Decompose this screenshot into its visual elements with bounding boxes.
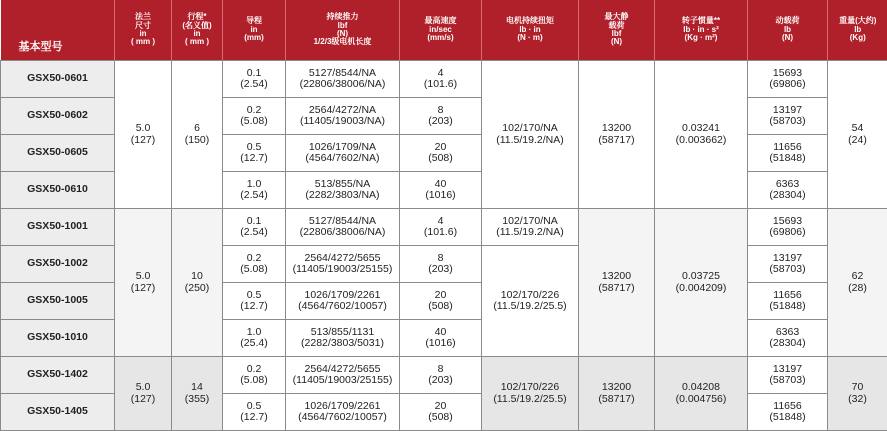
header-thrust: 持续推力 lbf (N) 1/2/3级电机长度 <box>286 0 400 61</box>
thrust-cell: 513/855/1131 (2282/3803/5031) <box>286 320 400 357</box>
speed-cell: 40 (1016) <box>400 172 482 209</box>
speed-cell: 20 (508) <box>400 394 482 431</box>
table-row <box>1 61 887 98</box>
flange-cell: 5.0 (127) <box>115 357 172 431</box>
stroke-cell: 10 (250) <box>172 209 223 357</box>
dynamic-load-cell: 6363 (28304) <box>748 172 828 209</box>
lead-cell: 1.0 (25.4) <box>223 320 286 357</box>
thrust-cell: 2564/4272/5655 (11405/19003/25155) <box>286 357 400 394</box>
header-lead: 导程 in (mm) <box>223 0 286 61</box>
thrust-cell: 5127/8544/NA (22806/38006/NA) <box>286 209 400 246</box>
torque-cell: 102/170/NA (11.5/19.2/NA) <box>482 61 579 209</box>
lead-cell: 0.1 (2.54) <box>223 61 286 98</box>
thrust-cell: 5127/8544/NA (22806/38006/NA) <box>286 61 400 98</box>
dynamic-load-cell: 11656 (51848) <box>748 135 828 172</box>
model-cell: GSX50-1005 <box>1 283 115 320</box>
torque-cell: 102/170/226 (11.5/19.2/25.5) <box>482 357 579 431</box>
dynamic-load-cell: 11656 (51848) <box>748 283 828 320</box>
torque-cell: 102/170/NA (11.5/19.2/NA) <box>482 209 579 246</box>
header-flange: 法兰 尺寸 in ( mm ) <box>115 0 172 61</box>
speed-cell: 4 (101.6) <box>400 209 482 246</box>
lead-cell: 0.1 (2.54) <box>223 209 286 246</box>
speed-cell: 8 (203) <box>400 98 482 135</box>
thrust-cell: 1026/1709/NA (4564/7602/NA) <box>286 135 400 172</box>
thrust-cell: 2564/4272/NA (11405/19003/NA) <box>286 98 400 135</box>
header-model: 基本型号 <box>1 0 115 61</box>
dynamic-load-cell: 11656 (51848) <box>748 394 828 431</box>
lead-cell: 0.2 (5.08) <box>223 246 286 283</box>
speed-cell: 20 (508) <box>400 283 482 320</box>
model-cell: GSX50-1010 <box>1 320 115 357</box>
static-load-cell: 13200 (58717) <box>579 357 655 431</box>
header-row <box>1 0 887 61</box>
thrust-cell: 513/855/NA (2282/3803/NA) <box>286 172 400 209</box>
static-load-cell: 13200 (58717) <box>579 61 655 209</box>
model-cell: GSX50-1001 <box>1 209 115 246</box>
flange-cell: 5.0 (127) <box>115 61 172 209</box>
lead-cell: 1.0 (2.54) <box>223 172 286 209</box>
header-inertia: 转子惯量** lb · in · s² (Kg · m²) <box>655 0 748 61</box>
lead-cell: 0.2 (5.08) <box>223 357 286 394</box>
header-speed: 最高速度 in/sec (mm/s) <box>400 0 482 61</box>
stroke-cell: 14 (355) <box>172 357 223 431</box>
stroke-cell: 6 (150) <box>172 61 223 209</box>
speed-cell: 8 (203) <box>400 357 482 394</box>
dynamic-load-cell: 6363 (28304) <box>748 320 828 357</box>
thrust-cell: 1026/1709/2261 (4564/7602/10057) <box>286 283 400 320</box>
static-load-cell: 13200 (58717) <box>579 209 655 357</box>
torque-cell: 102/170/226 (11.5/19.2/25.5) <box>482 246 579 357</box>
header-static-load: 最大静 载荷 lbf (N) <box>579 0 655 61</box>
model-cell: GSX50-0602 <box>1 98 115 135</box>
lead-cell: 0.5 (12.7) <box>223 283 286 320</box>
model-cell: GSX50-1402 <box>1 357 115 394</box>
model-cell: GSX50-1405 <box>1 394 115 431</box>
speed-cell: 20 (508) <box>400 135 482 172</box>
lead-cell: 0.2 (5.08) <box>223 98 286 135</box>
weight-cell: 70 (32) <box>828 357 887 431</box>
inertia-cell: 0.03241 (0.003662) <box>655 61 748 209</box>
model-cell: GSX50-0601 <box>1 61 115 98</box>
weight-cell: 54 (24) <box>828 61 887 209</box>
thrust-cell: 2564/4272/5655 (11405/19003/25155) <box>286 246 400 283</box>
dynamic-load-cell: 15693 (69806) <box>748 209 828 246</box>
header-stroke: 行程* (名义值) in ( mm ) <box>172 0 223 61</box>
speed-cell: 8 (203) <box>400 246 482 283</box>
dynamic-load-cell: 15693 (69806) <box>748 61 828 98</box>
header-torque: 电机持续扭矩 lb · in (N · m) <box>482 0 579 61</box>
model-cell: GSX50-0610 <box>1 172 115 209</box>
weight-cell: 62 (28) <box>828 209 887 357</box>
lead-cell: 0.5 (12.7) <box>223 394 286 431</box>
inertia-cell: 0.04208 (0.004756) <box>655 357 748 431</box>
thrust-cell: 1026/1709/2261 (4564/7602/10057) <box>286 394 400 431</box>
header-dynamic-load: 动载荷 lb (N) <box>748 0 828 61</box>
model-cell: GSX50-0605 <box>1 135 115 172</box>
lead-cell: 0.5 (12.7) <box>223 135 286 172</box>
flange-cell: 5.0 (127) <box>115 209 172 357</box>
speed-cell: 4 (101.6) <box>400 61 482 98</box>
dynamic-load-cell: 13197 (58703) <box>748 357 828 394</box>
table-row <box>1 209 887 246</box>
dynamic-load-cell: 13197 (58703) <box>748 246 828 283</box>
model-cell: GSX50-1002 <box>1 246 115 283</box>
header-weight: 重量(大约) lb (Kg) <box>828 0 887 61</box>
dynamic-load-cell: 13197 (58703) <box>748 98 828 135</box>
speed-cell: 40 (1016) <box>400 320 482 357</box>
inertia-cell: 0.03725 (0.004209) <box>655 209 748 357</box>
table-row <box>1 357 887 394</box>
